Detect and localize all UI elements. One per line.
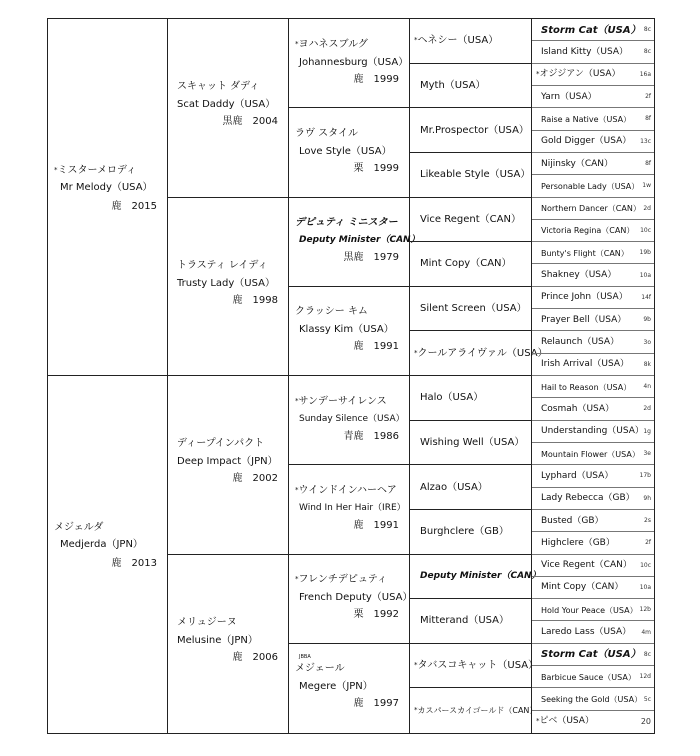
horse-name: Likeable Style（USA）: [420, 169, 531, 181]
gen4-cell: [410, 688, 538, 733]
horse-name: *カスパースカイゴールド（CAN）: [414, 705, 538, 715]
horse-name: Mitterand（USA）: [420, 615, 510, 627]
gen5-cell: [532, 19, 654, 41]
gen5-cell: [532, 577, 654, 599]
horse-name: Highclere（GB）: [541, 537, 615, 548]
family-number: 8f: [645, 160, 651, 168]
horse-name: Trusty Lady（USA）: [177, 277, 275, 289]
horse-name: Nijinsky（CAN）: [541, 158, 614, 169]
horse-name: Relaunch（USA）: [541, 337, 620, 348]
import-mark: *: [295, 485, 299, 494]
horse-name: Prince John（USA）: [541, 292, 628, 303]
family-number: 9b: [643, 316, 651, 324]
family-number: 16a: [639, 70, 651, 78]
import-mark: *: [295, 575, 299, 584]
import-mark: *: [54, 165, 58, 174]
horse-name: Island Kitty（USA）: [541, 46, 629, 57]
horse-name: Silent Screen（USA）: [420, 303, 527, 315]
horse-name: Wishing Well（USA）: [420, 436, 525, 448]
gen3-cell: [289, 376, 410, 465]
family-number: 19b: [639, 249, 651, 257]
horse-name: Medjerda（JPN）: [60, 538, 143, 550]
gen3-cell: [289, 555, 413, 644]
horse-name: *ピベ（USA）: [536, 716, 594, 727]
family-number: 4m: [641, 628, 651, 636]
gen4-cell: [410, 331, 548, 376]
family-number: 8c: [643, 48, 651, 56]
horse-info: 鹿 1999: [353, 73, 399, 85]
pedigree-table: [47, 18, 655, 734]
family-number: 10c: [640, 561, 651, 569]
family-number: 8c: [643, 650, 651, 658]
gen5-cell: [532, 421, 654, 443]
gen2-sd-cell: [168, 198, 289, 377]
gen3-cell: [289, 644, 410, 733]
family-number: 8c: [643, 26, 651, 34]
gen5-cell: [532, 621, 654, 643]
gen5-cell: [532, 220, 654, 242]
gen5-cell: [532, 443, 654, 465]
horse-name-jp: *フレンチデピュティ: [295, 574, 388, 586]
gen4-cell: [410, 242, 532, 287]
gen4-cell: [410, 198, 532, 243]
family-number: 8f: [645, 115, 651, 123]
gen4-cell: [410, 465, 532, 510]
horse-name: Alzao（USA）: [420, 481, 488, 493]
horse-name: Storm Cat（USA）: [541, 649, 641, 661]
horse-name: French Deputy（USA）: [299, 592, 413, 604]
family-number: 3o: [643, 338, 651, 346]
family-number: 2f: [645, 93, 651, 101]
gen4-cell: [410, 510, 532, 555]
horse-info: 鹿 2002: [232, 473, 278, 485]
horse-name: *タバスコキャット（USA）: [414, 660, 539, 672]
family-number: 10a: [639, 583, 651, 591]
gen5-cell: [532, 711, 654, 733]
horse-name: Deputy Minister（CAN）: [420, 570, 541, 581]
import-mark: *: [536, 717, 540, 726]
horse-name-jp: スキャット ダディ: [177, 81, 260, 93]
family-number: 12b: [639, 606, 651, 614]
gen5-cell: [532, 131, 654, 153]
horse-name-jp: メジェルダ: [54, 521, 104, 533]
horse-name: *クールアライヴァル（USA）: [414, 347, 548, 359]
horse-info: 黒鹿 1979: [343, 252, 399, 264]
gen5-cell: [532, 287, 654, 309]
family-number: 10c: [640, 226, 651, 234]
horse-name: Laredo Lass（USA）: [541, 627, 632, 638]
gen5-cell: [532, 688, 654, 710]
family-number: 12d: [639, 673, 651, 681]
horse-name: Mr Melody（USA）: [60, 181, 153, 193]
horse-name: Vice Regent（CAN）: [420, 213, 521, 225]
gen5-cell: [532, 354, 654, 376]
horse-info: 栗 1992: [353, 609, 399, 621]
horse-name: Shakney（USA）: [541, 270, 617, 281]
horse-name: Mr.Prospector（USA）: [420, 124, 529, 136]
family-number: 20: [640, 716, 651, 726]
family-number: 2s: [644, 517, 651, 525]
horse-name: Understanding（USA）: [541, 426, 644, 437]
gen5-cell: [532, 398, 654, 420]
gen2-ss-cell: [168, 19, 289, 198]
gen4-cell: [410, 421, 532, 466]
import-mark: *: [295, 396, 299, 405]
family-number: 2f: [645, 539, 651, 547]
horse-name: Johannesburg（USA）: [299, 56, 409, 68]
horse-info: 鹿 2013: [111, 557, 157, 569]
gen5-cell: [532, 108, 654, 130]
gen5-cell: [532, 555, 654, 577]
gen5-cell: [532, 488, 654, 510]
horse-name: Mint Copy（CAN）: [420, 258, 512, 270]
family-number: 1w: [642, 182, 651, 190]
gen2-ds-cell: [168, 376, 289, 555]
gen3-cell: [289, 198, 420, 287]
horse-name: Irish Arrival（USA）: [541, 359, 629, 370]
family-number: 3e: [643, 450, 651, 458]
import-mark: *: [414, 705, 418, 714]
horse-name: Scat Daddy（USA）: [177, 99, 276, 111]
horse-info: 鹿 2015: [111, 200, 157, 212]
horse-name-jp: *ウインドインハーヘア: [295, 484, 397, 496]
horse-name: Burghclere（GB）: [420, 526, 509, 538]
horse-name: Deep Impact（JPN）: [177, 456, 278, 468]
horse-name-jp: *サンデーサイレンス: [295, 395, 387, 407]
horse-info: 青鹿 1986: [343, 430, 399, 442]
horse-info: 鹿 1997: [353, 698, 399, 710]
gen4-cell: [410, 19, 532, 64]
gen5-cell: [532, 644, 654, 666]
horse-info: 栗 1999: [353, 162, 399, 174]
horse-name: Raise a Native（USA）: [541, 114, 632, 124]
horse-name: Mountain Flower（USA）: [541, 449, 640, 459]
import-mark: *: [414, 36, 418, 45]
gen5-cell: [532, 175, 654, 197]
horse-name: Deputy Minister（CAN）: [299, 235, 420, 246]
gen4-cell: [410, 108, 532, 153]
gen4-cell: [410, 555, 541, 600]
horse-name: Gold Digger（USA）: [541, 136, 632, 147]
horse-name: Mint Copy（CAN）: [541, 582, 624, 593]
gen5-cell: [532, 242, 654, 264]
horse-name: Victoria Regina（CAN）: [541, 226, 635, 236]
gen4-cell: [410, 644, 539, 689]
horse-name: Barbicue Sauce（USA）: [541, 672, 636, 682]
family-number: 14f: [641, 293, 651, 301]
gen4-cell: [410, 287, 532, 332]
gen4-cell: [410, 64, 532, 109]
horse-name: Melusine（JPN）: [177, 634, 258, 646]
gen4-cell: [410, 153, 532, 198]
gen3-cell: [289, 287, 410, 376]
horse-name: Busted（GB）: [541, 515, 604, 526]
horse-name-jp: ディープインパクト: [177, 438, 265, 450]
horse-name: Storm Cat（USA）: [541, 24, 641, 36]
gen4-cell: [410, 599, 532, 644]
horse-name: Personable Lady（USA）: [541, 181, 640, 191]
gen5-cell: [532, 465, 654, 487]
family-number: 5c: [643, 695, 651, 703]
horse-name-jp: デピュティ ミニスター: [295, 217, 398, 229]
gen2-dd-cell: [168, 555, 289, 734]
import-mark: *: [295, 39, 299, 48]
family-number: 8k: [643, 360, 651, 368]
gen5-cell: [532, 309, 654, 331]
gen5-cell: [532, 264, 654, 286]
horse-name: Yarn（USA）: [541, 91, 597, 102]
import-mark: *: [414, 661, 418, 670]
family-number: 1g: [643, 427, 651, 435]
horse-name: Wind In Her Hair（IRE）: [299, 502, 406, 513]
gen1-dam-cell: [48, 376, 168, 733]
horse-name: Halo（USA）: [420, 392, 484, 404]
gen3-cell: [289, 108, 410, 197]
gen5-cell: [532, 331, 654, 353]
gen1-sire-cell: [48, 19, 168, 376]
horse-info: 鹿 1991: [353, 519, 399, 531]
horse-name: *オジジアン（USA）: [536, 69, 621, 80]
family-number: 2d: [643, 204, 651, 212]
gen5-cell: [532, 599, 654, 621]
horse-name: Prayer Bell（USA）: [541, 314, 627, 325]
horse-name-jp: トラスティ レイディ: [177, 259, 268, 271]
horse-name: Bunty's Flight（CAN）: [541, 248, 629, 258]
family-number: 10a: [639, 271, 651, 279]
horse-info: 鹿 1998: [232, 294, 278, 306]
horse-name: Hail to Reason（USA）: [541, 382, 632, 392]
horse-name-jp: メリュジーヌ: [177, 616, 237, 628]
horse-name-jp: メジェール: [295, 663, 345, 675]
family-number: 13c: [640, 137, 651, 145]
horse-name: Lady Rebecca（GB）: [541, 493, 635, 504]
horse-name: Hold Your Peace（USA）: [541, 605, 638, 615]
horse-name: Love Style（USA）: [299, 145, 392, 157]
horse-name-jp: ラヴ スタイル: [295, 127, 358, 139]
gen3-cell: [289, 465, 410, 554]
gen5-cell: [532, 376, 654, 398]
gen5-cell: [532, 510, 654, 532]
horse-name: Lyphard（USA）: [541, 470, 614, 481]
gen5-cell: [532, 64, 654, 86]
horse-name: Seeking the Gold（USA）: [541, 695, 643, 705]
import-mark: *: [414, 348, 418, 357]
horse-info: 鹿 2006: [232, 651, 278, 663]
horse-name-jp: クラッシー キム: [295, 306, 368, 318]
horse-info: 黒鹿 2004: [222, 116, 278, 128]
horse-name: Myth（USA）: [420, 79, 486, 91]
family-number: 9h: [643, 494, 651, 502]
registry-note: JBBA: [299, 654, 311, 661]
gen3-cell: [289, 19, 410, 108]
horse-name-jp: *ミスターメロディ: [54, 164, 137, 176]
gen5-cell: [532, 198, 654, 220]
horse-name: Megere（JPN）: [299, 681, 373, 693]
horse-name: Cosmah（USA）: [541, 403, 615, 414]
family-number: 17b: [639, 472, 651, 480]
horse-name: *ヘネシー（USA）: [414, 35, 499, 47]
gen4-cell: [410, 376, 532, 421]
horse-name: Vice Regent（CAN）: [541, 560, 632, 571]
horse-name-jp: *ヨハネスブルグ: [295, 38, 368, 50]
horse-name: Northern Dancer（CAN）: [541, 204, 641, 214]
gen5-cell: [532, 153, 654, 175]
horse-info: 鹿 1991: [353, 341, 399, 353]
horse-name: Sunday Silence（USA）: [299, 413, 405, 424]
gen5-cell: [532, 666, 654, 688]
gen5-cell: [532, 86, 654, 108]
gen5-cell: [532, 41, 654, 63]
family-number: 4n: [643, 383, 651, 391]
gen5-cell: [532, 532, 654, 554]
horse-name: Klassy Kim（USA）: [299, 324, 394, 336]
family-number: 2d: [643, 405, 651, 413]
import-mark: *: [536, 70, 540, 79]
